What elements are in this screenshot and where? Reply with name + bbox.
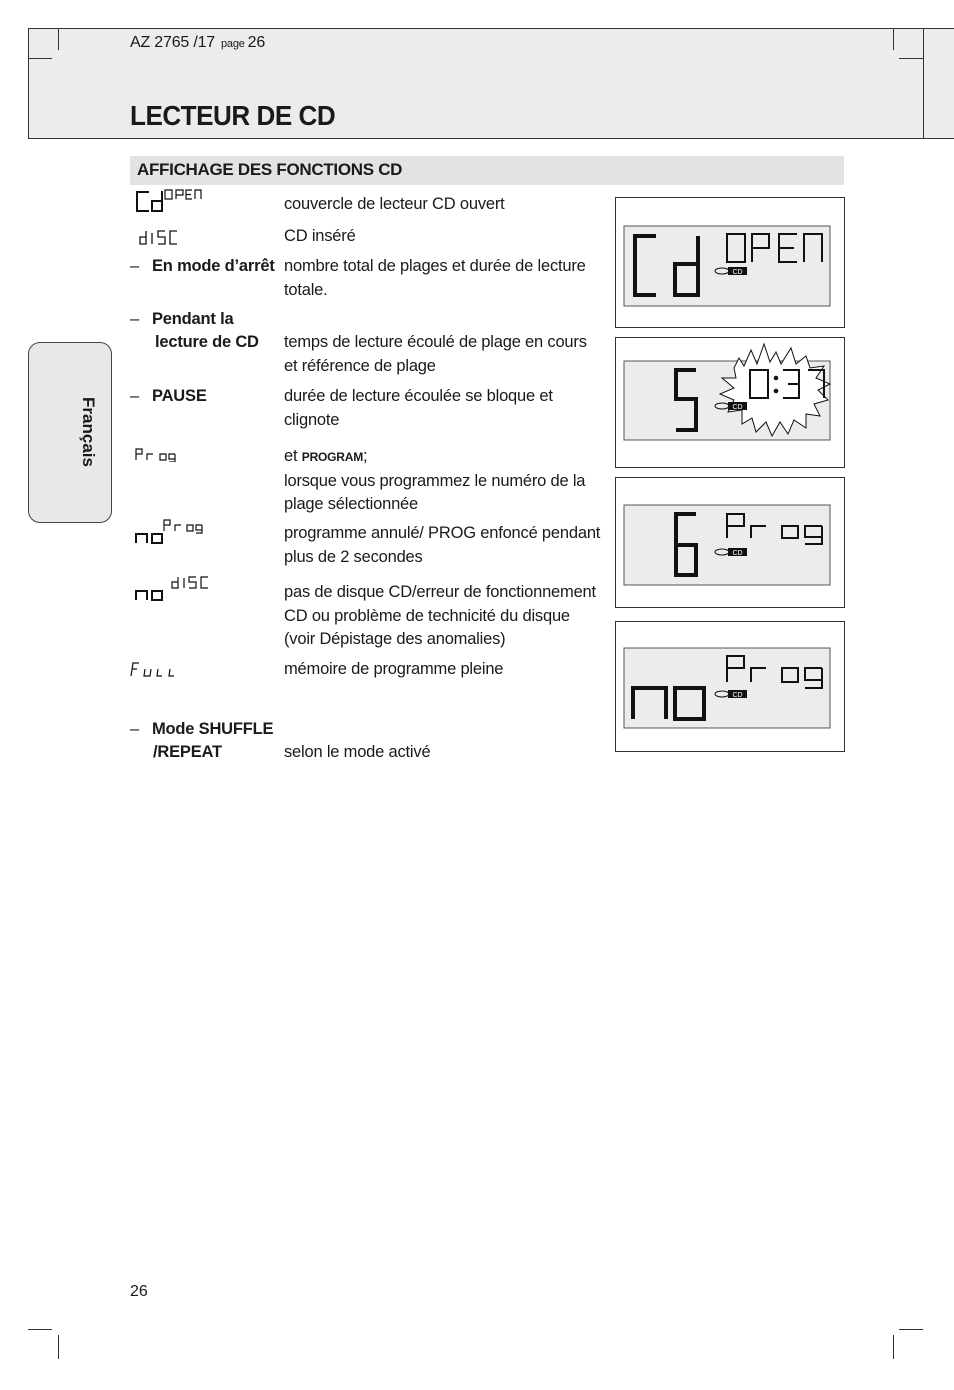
segment-display-cdopen [134, 188, 206, 214]
row-label-pause: – PAUSE [130, 387, 207, 405]
lcd-badge: CD [732, 269, 743, 276]
language-tab [28, 342, 112, 523]
crop-mark [28, 58, 52, 59]
crop-mark [893, 1335, 894, 1359]
lcd-badge: CD [732, 550, 743, 557]
crop-mark [58, 28, 59, 50]
segment-display-prog [134, 446, 178, 462]
segment-display-noprog [134, 517, 204, 547]
crop-mark [28, 1329, 52, 1330]
row-label-shuffle-repeat: – Mode SHUFFLE /REPEAT [130, 720, 274, 761]
row-description-prog: et PROGRAM; lorsque vous programmez le numéro de la plage sélectionnée [284, 447, 586, 513]
row-label-playing: – Pendant la lecture de CD [130, 310, 259, 351]
row-description: temps de lecture écoulé de plage en cours et référence de plage [284, 333, 587, 375]
lcd-screen-no-program [615, 621, 845, 752]
section-title: AFFICHAGE DES FONCTIONS CD [137, 160, 403, 179]
page-word: page [220, 38, 245, 50]
row-description: programme annulé/ PROG enfoncé pendant plus de 2 secondes [284, 524, 601, 566]
row-description: CD inséré [284, 227, 356, 245]
crop-mark [893, 28, 894, 50]
segment-display-full [130, 662, 182, 678]
lcd-screen-open [615, 197, 845, 328]
model-number: AZ 2765 /17 [130, 34, 215, 51]
language-label: Français [79, 397, 98, 467]
page-number: 26 [130, 1283, 148, 1300]
lcd-screen-program [615, 477, 845, 608]
page-title: LECTEUR DE CD [130, 100, 336, 131]
crop-mark [899, 1329, 923, 1330]
row-description: couvercle de lecteur CD ouvert [284, 195, 505, 213]
segment-display-disc [138, 230, 182, 246]
crop-mark [58, 1335, 59, 1359]
row-description: durée de lecture écoulée se bloque et clignote [284, 387, 553, 429]
page-ref: 26 [247, 34, 266, 51]
row-label-stop-mode: – En mode d’arrêt [130, 257, 275, 275]
row-description: selon le mode activé [284, 743, 431, 761]
header-divider [923, 28, 924, 139]
row-description: nombre total de plages et durée de lecture totale. [284, 257, 586, 299]
doc-reference [130, 34, 265, 52]
segment-display-nodisc [134, 574, 214, 604]
lcd-screen-playing [615, 337, 845, 468]
row-description: mémoire de programme pleine [284, 660, 504, 678]
row-description: pas de disque CD/erreur de fonctionnement CD ou problème de technicité du disque (voir Dépistage des anomalies) [284, 583, 596, 648]
lcd-badge: CD [732, 404, 743, 411]
lcd-badge: CD [732, 692, 743, 699]
crop-mark [899, 58, 923, 59]
